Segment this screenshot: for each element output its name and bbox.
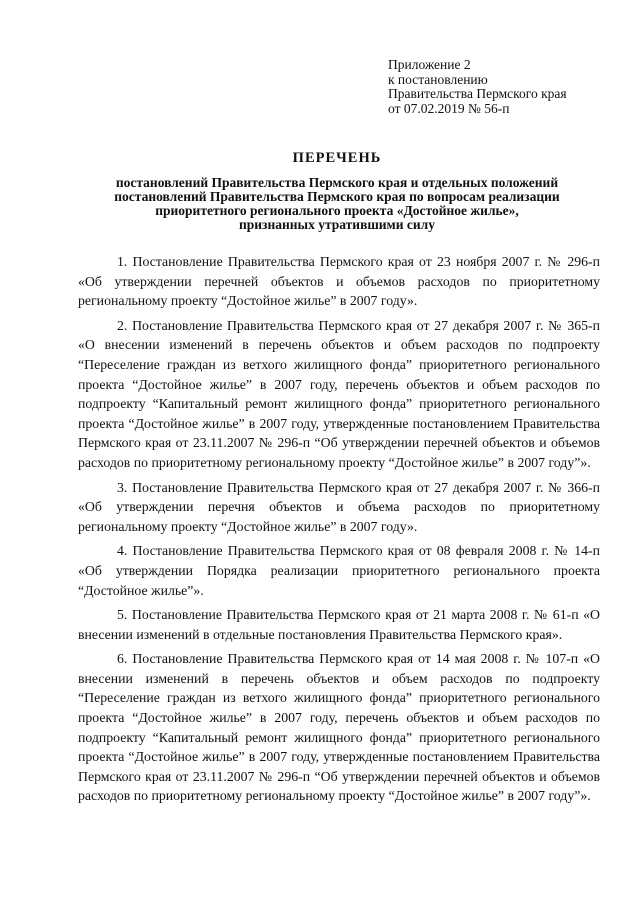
list-item: 4. Постановление Правительства Пермского края от 08 февраля 2008 г. № 14-п «Об утверждении Порядка реализации приоритетного регионального проекта “Достойное жилье”». — [78, 543, 600, 598]
document-heading — [70, 150, 604, 232]
appendix-line-1: Приложение 2 — [388, 57, 471, 72]
appendix-block — [388, 58, 628, 116]
decree-list — [78, 252, 600, 811]
list-item: 6. Постановление Правительства Пермского края от 14 мая 2008 г. № 107-п «О внесении изменений в перечень объектов и объем расходов по подпроекту “Переселение граждан из ветхого жилищного фонда” приоритетного регионального проекта “Достойное жилье” в 2007 году, перечень объектов и объем расходов по подпроекту “Капитальный ремонт жилищного фонда” приоритетного регионального проекта “Достойное жилье” в 2007 году, утвержденные постановлением Правительства Пермского края от 23.11.2007 № 296-п “Об утверждении перечней объектов и объемов расходов по приоритетному региональному проекту “Достойное жилье” в 2007 году”». — [78, 651, 600, 804]
heading-line-4: признанных утратившими силу — [238, 217, 435, 232]
appendix-line-2: к постановлению — [388, 71, 488, 87]
heading-line-2: постановлений Правительства Пермского края по вопросам реализации — [114, 189, 560, 204]
heading-line-3: приоритетного регионального проекта «Достойное жилье», — [155, 203, 519, 218]
appendix-line-3: Правительства Пермского края — [388, 86, 567, 101]
document-title: ПЕРЕЧЕНЬ — [292, 150, 382, 166]
list-item: 5. Постановление Правительства Пермского края от 21 марта 2008 г. № 61-п «О внесении изменений в отдельные постановления Правительства Пермского края». — [78, 607, 600, 642]
list-item: 3. Постановление Правительства Пермского края от 27 декабря 2007 г. № 366-п «Об утверждении перечня объектов и объема расходов по приоритетному региональному проекту “Достойное жилье” в 2007 году». — [78, 479, 600, 534]
list-item: 2. Постановление Правительства Пермского края от 27 декабря 2007 г. № 365-п «О внесении изменений в перечень объектов и объем расходов по подпроекту “Переселение граждан из ветхого жилищного фонда” приоритетного регионального проекта “Достойное жилье” в 2007 году, перечень объектов и объем расходов по подпроекту “Капитальный ремонт жилищного фонда” приоритетного регионального проекта “Достойное жилье” в 2007 году, утвержденные постановлением Правительства Пермского края от 23.11.2007 № 296-п “Об утверждении перечней объектов и объемов расходов по приоритетному региональному проекту “Достойное жилье” в 2007 году”». — [78, 317, 600, 470]
heading-line-1: постановлений Правительства Пермского края и отдельных положений — [115, 175, 559, 190]
list-item: 1. Постановление Правительства Пермского края от 23 ноября 2007 г. № 296-п «Об утверждении перечней объектов и объемов расходов по приоритетному региональному проекту “Достойное жилье” в 2007 году». — [78, 254, 600, 309]
appendix-line-4: от 07.02.2019 № 56-п — [388, 100, 510, 116]
